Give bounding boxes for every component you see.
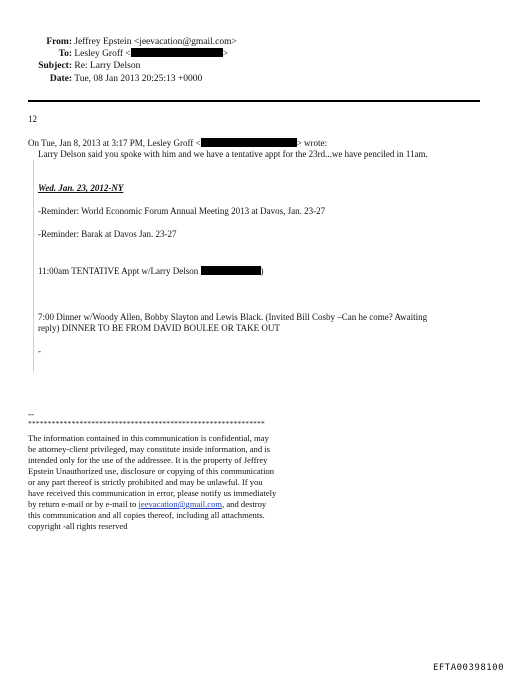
disclaimer-part-2: , and destroy this communication and all copies thereof, including all attachments. copyright -all rights reserved (28, 499, 267, 531)
quote-intro (28, 138, 327, 150)
reply-text: 12 (28, 114, 37, 124)
quote-intro-prefix: On Tue, Jan 8, 2013 at 3:17 PM, Lesley Groff < (28, 138, 201, 148)
reminder-1: -Reminder: World Economic Forum Annual Meeting 2013 at Davos, Jan. 23-27 (38, 206, 326, 216)
quote-intro-suffix: > wrote: (296, 138, 327, 148)
subject-value: Re: Larry Delson (74, 61, 141, 71)
redaction-box (201, 138, 297, 147)
dash: - (38, 346, 41, 356)
from-row (0, 36, 237, 48)
to-prefix: Lesley Groff < (74, 49, 131, 59)
appt-prefix: 11:00am TENTATIVE Appt w/Larry Delson (38, 266, 199, 276)
subject-row (0, 60, 140, 72)
disclaimer-part-1: The information contained in this communication is confidential, may be attorney-client privileged, may constitute inside information, and is intended only for the use of the addressee. It is the property of Jeffrey Epstein Unauthorized use, disclosure or copying of this communication or any part thereof is strictly prohibited and may be unlawful. If you have received this communication in error, please notify us immediately by return e-mail or by e-mail to (28, 433, 277, 509)
appt-line (38, 266, 264, 278)
date-row (0, 73, 202, 85)
date-value: Tue, 08 Jan 2013 20:25:13 +0000 (74, 74, 203, 84)
to-row (0, 48, 228, 60)
stars-line: ************************************************************ (28, 419, 265, 428)
header-divider (28, 100, 480, 102)
redaction-box (201, 266, 261, 275)
email-link[interactable]: jeevacation@gmail.com (138, 499, 223, 509)
appt-suffix: ) (260, 266, 264, 276)
signature-separator: -- (28, 409, 34, 419)
dinner-line-1: 7:00 Dinner w/Woody Allen, Bobby Slayton and Lewis Black. (Invited Bill Cosby –Can he come? Awaiting (38, 312, 428, 322)
quote-bar (33, 160, 34, 372)
reminder-2: -Reminder: Barak at Davos Jan. 23-27 (38, 229, 177, 239)
to-label: To: (58, 49, 72, 59)
disclaimer (28, 433, 278, 532)
subject-label: Subject: (38, 61, 72, 71)
date-heading: Wed. Jan. 23, 2012-NY (38, 183, 124, 193)
dinner-line-2: reply) DINNER TO BE FROM DAVID BOULEE OR TAKE OUT (38, 323, 280, 333)
document-id: EFTA00398100 (432, 663, 504, 673)
from-label: From: (46, 37, 72, 47)
to-suffix: > (222, 49, 229, 59)
redaction-box (131, 48, 223, 57)
quote-line: Larry Delson said you spoke with him and we have a tentative appt for the 23rd...we have penciled in 11am. (38, 149, 428, 159)
from-value: Jeffrey Epstein <jeevacation@gmail.com> (74, 37, 237, 47)
date-label: Date: (49, 74, 72, 84)
